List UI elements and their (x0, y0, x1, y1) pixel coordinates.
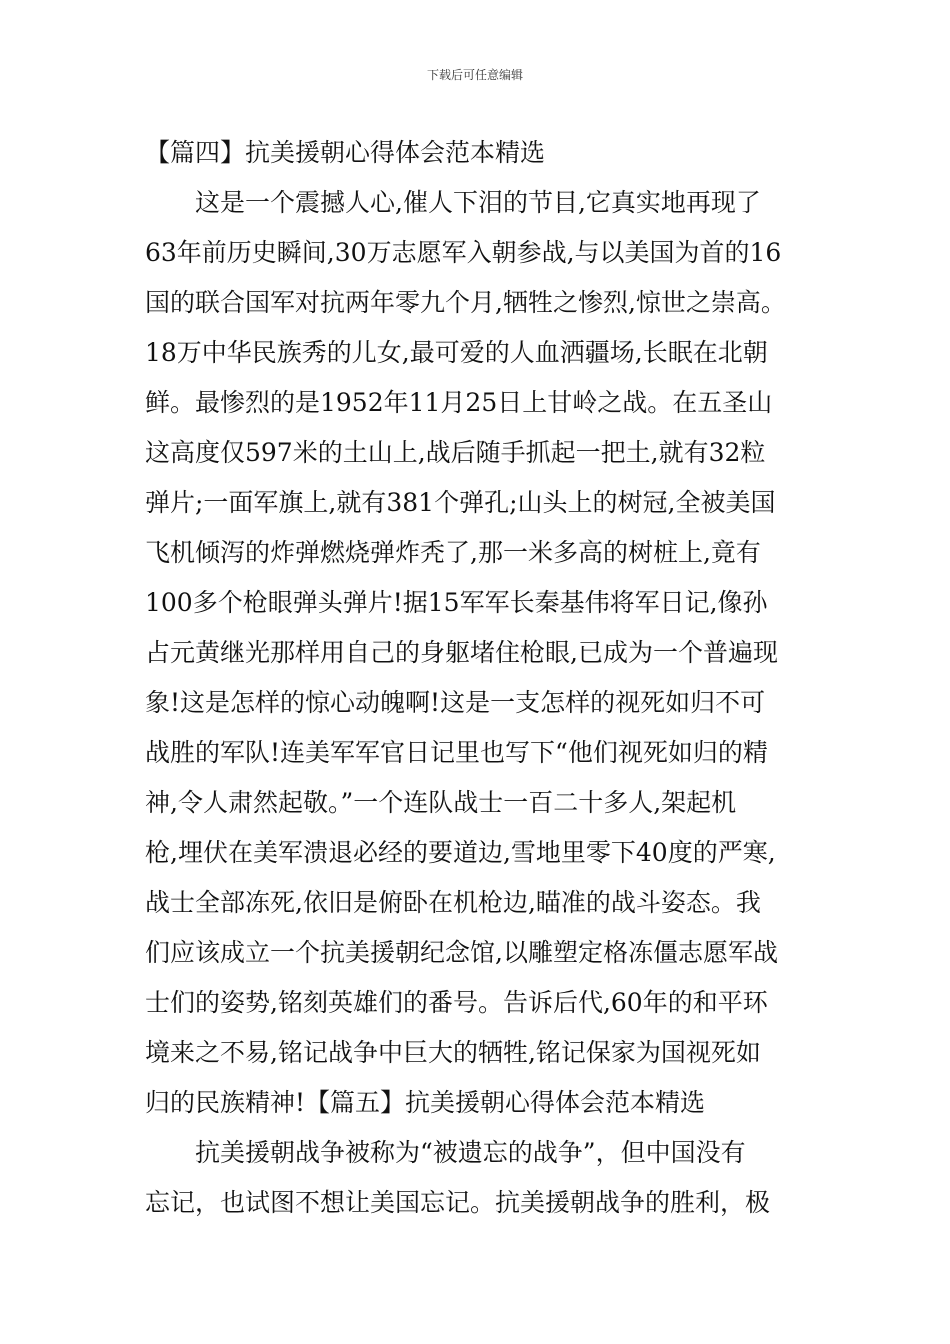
text-line: 鲜。最惨烈的是1952年11月25日上甘岭之战。在五圣山 (145, 388, 773, 417)
text-line: 境来之不易,铭记战争中巨大的牺牲,铭记保家为国视死如 (145, 1038, 761, 1067)
text-line: 战胜的军队!连美军军官日记里也写下“他们视死如归的精 (145, 738, 768, 767)
text-line: 飞机倾泻的炸弹燃烧弹炸秃了,那一米多高的树桩上,竟有 (145, 538, 761, 567)
text-line: 100多个枪眼弹头弹片!据15军军长秦基伟将军日记,像孙 (145, 588, 768, 617)
text-line: 63年前历史瞬间,30万志愿军入朝参战,与以美国为首的16 (145, 238, 782, 267)
header-note: 下载后可任意编辑 (426, 68, 523, 82)
section-title-4: 【篇四】抗美援朝心得体会范本精选 (145, 138, 546, 167)
text-line: 象!这是怎样的惊心动魄啊!这是一支怎样的视死如归不可 (145, 688, 766, 717)
text-line: 抗美援朝战争被称为“被遗忘的战争”，但中国没有 (195, 1138, 746, 1167)
text-line: 枪,埋伏在美军溃退必经的要道边,雪地里零下40度的严寒, (145, 838, 776, 867)
text-line: 们应该成立一个抗美援朝纪念馆,以雕塑定格冻僵志愿军战 (145, 938, 778, 967)
text-line: 战士全部冻死,依旧是俯卧在机枪边,瞄准的战斗姿态。我 (145, 888, 761, 917)
text-line: 士们的姿势,铭刻英雄们的番号。告诉后代,60年的和平环 (145, 988, 768, 1017)
text-line-with-section-title-5: 归的民族精神!【篇五】抗美援朝心得体会范本精选 (145, 1088, 706, 1117)
text-line: 神,令人肃然起敬。”一个连队战士一百二十多人,架起机 (145, 788, 737, 817)
text-line: 国的联合国军对抗两年零九个月,牺牲之惨烈,惊世之崇高。 (145, 288, 786, 317)
text-line: 忘记，也试图不想让美国忘记。抗美援朝战争的胜利，极 (145, 1188, 771, 1217)
text-line: 这是一个震撼人心,催人下泪的节目,它真实地再现了 (195, 188, 761, 217)
text-line: 这高度仅597米的土山上,战后随手抓起一把土,就有32粒 (145, 438, 766, 467)
document-body (145, 128, 810, 1228)
text-line: 占元黄继光那样用自己的身躯堵住枪眼,已成为一个普遍现 (145, 638, 778, 667)
text-line: 弹片;一面军旗上,就有381个弹孔;山头上的树冠,全被美国 (145, 488, 776, 517)
text-line: 18万中华民族秀的儿女,最可爱的人血洒疆场,长眠在北朝 (145, 338, 768, 367)
